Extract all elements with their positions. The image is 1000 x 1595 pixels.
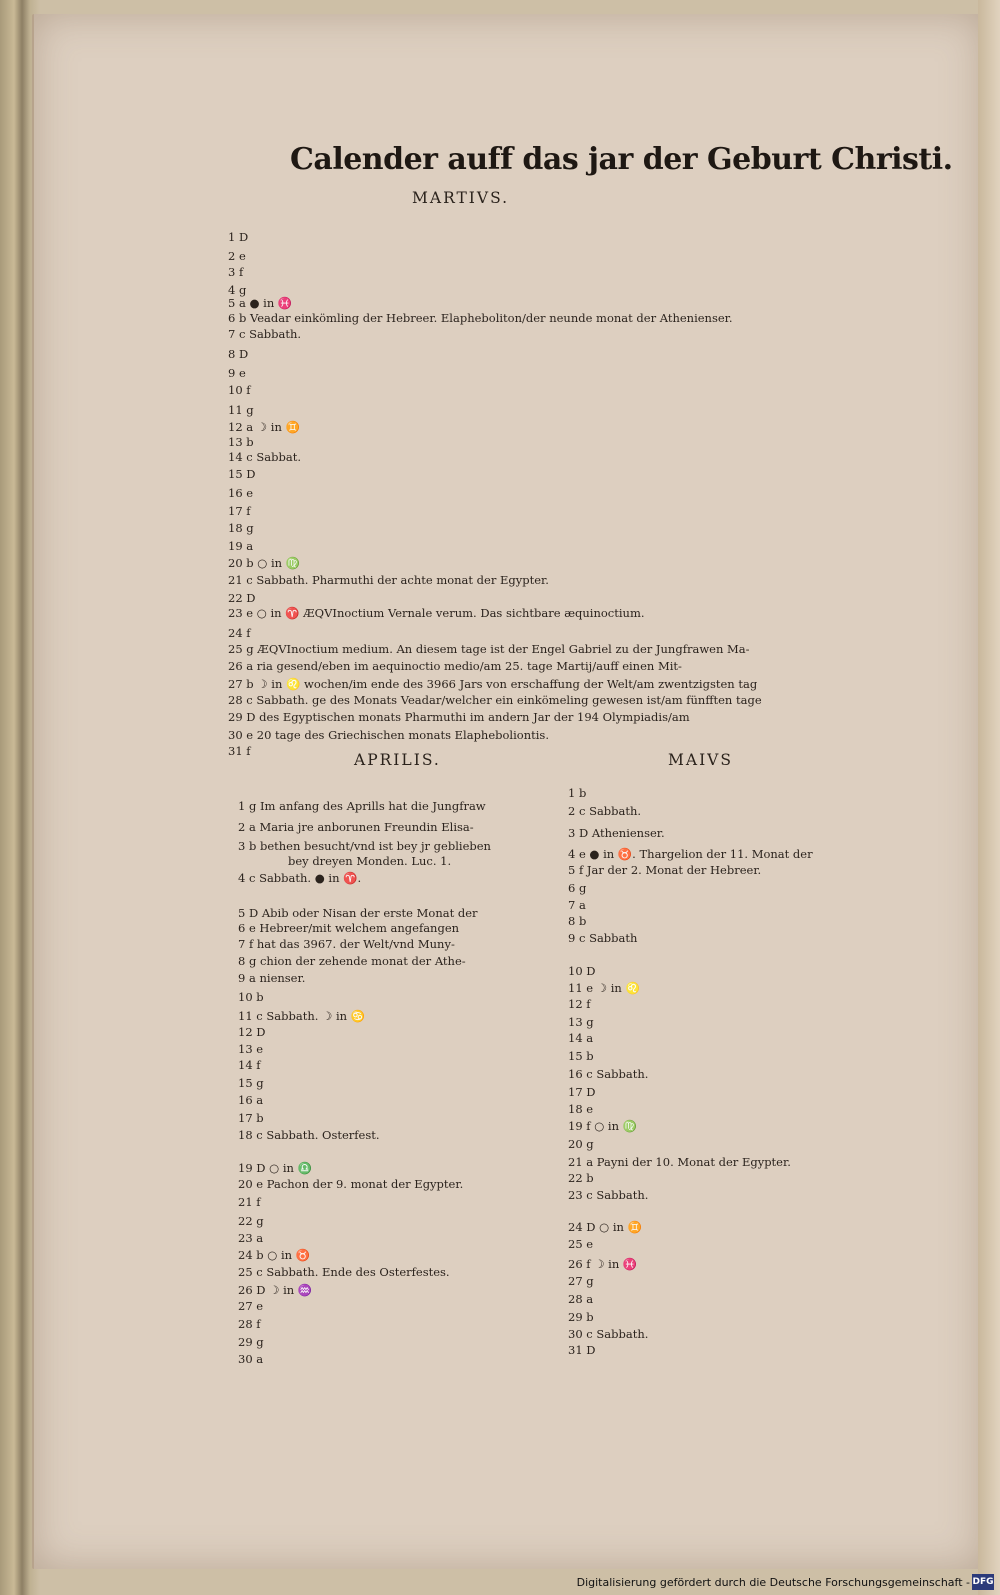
aprilis-day-line: 12 D: [238, 1025, 266, 1039]
martius-day-line: 26 a ria gesend/eben im aequinoctio medio/am 25. tage Martij/auff einen Mit-: [228, 659, 682, 673]
aprilis-day-line: 11 c Sabbath. ☽ in ♋: [238, 1009, 366, 1023]
maius-day-line: 10 D: [568, 964, 596, 978]
aprilis-day-line: 13 e: [238, 1042, 264, 1056]
maius-day-line: 18 e: [568, 1102, 594, 1116]
aprilis-day-line: 1 g Im anfang des Aprills hat die Jungfraw: [238, 799, 486, 813]
aprilis-day-line: 5 D Abib oder Nisan der erste Monat der: [238, 906, 478, 920]
aprilis-day-line: bey dreyen Monden. Luc. 1.: [288, 854, 452, 868]
maius-day-line: 17 D: [568, 1085, 596, 1099]
martius-day-line: 9 e: [228, 366, 246, 380]
martius-day-line: 12 a ☽ in ♊: [228, 420, 300, 434]
maius-day-line: 31 D: [568, 1343, 596, 1357]
maius-day-line: 28 a: [568, 1292, 594, 1306]
aprilis-day-line: 9 a nienser.: [238, 971, 306, 985]
aprilis-day-line: 8 g chion der zehende monat der Athe-: [238, 954, 466, 968]
aprilis-day-line: 29 g: [238, 1335, 264, 1349]
aprilis-day-line: 22 g: [238, 1214, 264, 1228]
maius-day-line: 7 a: [568, 898, 586, 912]
martius-day-line: 29 D des Egyptischen monats Pharmuthi im andern Jar der 194 Olympiadis/am: [228, 710, 690, 724]
maius-day-line: 3 D Athenienser.: [568, 826, 665, 840]
month-header-aprilis: APRILIS.: [354, 751, 441, 769]
aprilis-day-line: 2 a Maria jre anborunen Freundin Elisa-: [238, 820, 474, 834]
aprilis-day-line: 21 f: [238, 1195, 261, 1209]
maius-day-line: 27 g: [568, 1274, 594, 1288]
aprilis-day-line: 7 f hat das 3967. der Welt/vnd Muny-: [238, 937, 455, 951]
month-header-maius: MAIVS: [668, 751, 733, 769]
maius-day-line: 22 b: [568, 1171, 594, 1185]
martius-day-line: 17 f: [228, 504, 251, 518]
aprilis-day-line: 4 c Sabbath. ● in ♈.: [238, 871, 362, 885]
aprilis-day-line: 3 b bethen besucht/vnd ist bey jr geblieben: [238, 839, 491, 853]
maius-day-line: 19 f ○ in ♍: [568, 1119, 637, 1133]
aprilis-day-line: 15 g: [238, 1076, 264, 1090]
maius-day-line: 29 b: [568, 1310, 594, 1324]
martius-day-line: 1 D: [228, 230, 249, 244]
martius-day-line: 19 a: [228, 539, 254, 553]
martius-day-line: 11 g: [228, 403, 254, 417]
maius-day-line: 2 c Sabbath.: [568, 804, 642, 818]
aprilis-day-line: 19 D ○ in ♎: [238, 1161, 312, 1175]
martius-day-line: 10 f: [228, 383, 251, 397]
aprilis-day-line: 16 a: [238, 1093, 264, 1107]
martius-day-line: 13 b: [228, 435, 254, 449]
aprilis-day-line: 25 c Sabbath. Ende des Osterfestes.: [238, 1265, 450, 1279]
aprilis-day-line: 10 b: [238, 990, 264, 1004]
martius-day-line: 8 D: [228, 347, 249, 361]
martius-day-line: 18 g: [228, 521, 254, 535]
martius-day-line: 21 c Sabbath. Pharmuthi der achte monat der Egypter.: [228, 573, 549, 587]
maius-day-line: 14 a: [568, 1031, 594, 1045]
page-title: Calender auff das jar der Geburt Christi.: [290, 142, 953, 177]
maius-day-line: 9 c Sabbath: [568, 931, 638, 945]
martius-day-line: 30 e 20 tage des Griechischen monats Elapheboliontis.: [228, 728, 549, 742]
maius-day-line: 24 D ○ in ♊: [568, 1220, 642, 1234]
aprilis-day-line: 14 f: [238, 1058, 261, 1072]
maius-day-line: 6 g: [568, 881, 587, 895]
martius-day-line: 20 b ○ in ♍: [228, 556, 301, 570]
aprilis-day-line: 18 c Sabbath. Osterfest.: [238, 1128, 380, 1142]
maius-day-line: 23 c Sabbath.: [568, 1188, 649, 1202]
martius-day-line: 6 b Veadar einkömling der Hebreer. Elapheboliton/der neunde monat der Athenienser.: [228, 311, 733, 325]
maius-day-line: 16 c Sabbath.: [568, 1067, 649, 1081]
month-header-martius: MARTIVS.: [412, 189, 510, 207]
martius-day-line: 31 f: [228, 744, 251, 758]
martius-day-line: 7 c Sabbath.: [228, 327, 302, 341]
martius-day-line: 15 D: [228, 467, 256, 481]
maius-day-line: 21 a Payni der 10. Monat der Egypter.: [568, 1155, 791, 1169]
martius-day-line: 14 c Sabbat.: [228, 450, 301, 464]
aprilis-day-line: 30 a: [238, 1352, 264, 1366]
maius-day-line: 4 e ● in ♉. Thargelion der 11. Monat der: [568, 847, 813, 861]
aprilis-day-line: 17 b: [238, 1111, 264, 1125]
martius-day-line: 22 D: [228, 591, 256, 605]
martius-day-line: 24 f: [228, 626, 251, 640]
martius-day-line: 5 a ● in ♓: [228, 296, 293, 310]
martius-day-line: 4 g: [228, 283, 247, 297]
aprilis-day-line: 26 D ☽ in ♒: [238, 1283, 313, 1297]
martius-day-line: 23 e ○ in ♈ ÆQVInoctium Vernale verum. Das sichtbare æquinoctium.: [228, 606, 645, 620]
aprilis-day-line: 23 a: [238, 1231, 264, 1245]
martius-day-line: 3 f: [228, 265, 244, 279]
aprilis-day-line: 27 e: [238, 1299, 264, 1313]
maius-day-line: 11 e ☽ in ♌: [568, 981, 640, 995]
aprilis-day-line: 6 e Hebreer/mit welchem angefangen: [238, 921, 460, 935]
maius-day-line: 25 e: [568, 1237, 594, 1251]
footer-credit: Digitalisierung gefördert durch die Deutsche Forschungsgemeinschaft -: [576, 1576, 970, 1589]
book-page: [32, 14, 982, 1569]
maius-day-line: 30 c Sabbath.: [568, 1327, 649, 1341]
maius-day-line: 5 f Jar der 2. Monat der Hebreer.: [568, 863, 762, 877]
martius-day-line: 25 g ÆQVInoctium medium. An diesem tage ist der Engel Gabriel zu der Jungfrawen Ma-: [228, 642, 750, 656]
martius-day-line: 27 b ☽ in ♌ wochen/im ende des 3966 Jars von erschaffung der Welt/am zwentzigsten tag: [228, 677, 758, 691]
aprilis-day-line: 24 b ○ in ♉: [238, 1248, 311, 1262]
maius-day-line: 26 f ☽ in ♓: [568, 1257, 638, 1271]
martius-day-line: 2 e: [228, 249, 246, 263]
maius-day-line: 13 g: [568, 1015, 594, 1029]
aprilis-day-line: 28 f: [238, 1317, 261, 1331]
maius-day-line: 15 b: [568, 1049, 594, 1063]
aprilis-day-line: 20 e Pachon der 9. monat der Egypter.: [238, 1177, 464, 1191]
maius-day-line: 20 g: [568, 1137, 594, 1151]
page-edge: [978, 0, 1000, 1595]
dfg-logo: DFG: [972, 1574, 994, 1590]
martius-day-line: 28 c Sabbath. ge des Monats Veadar/welcher ein einkömeling gewesen ist/am fünfften tage: [228, 693, 762, 707]
maius-day-line: 1 b: [568, 786, 587, 800]
maius-day-line: 12 f: [568, 997, 591, 1011]
martius-day-line: 16 e: [228, 486, 254, 500]
maius-day-line: 8 b: [568, 914, 587, 928]
